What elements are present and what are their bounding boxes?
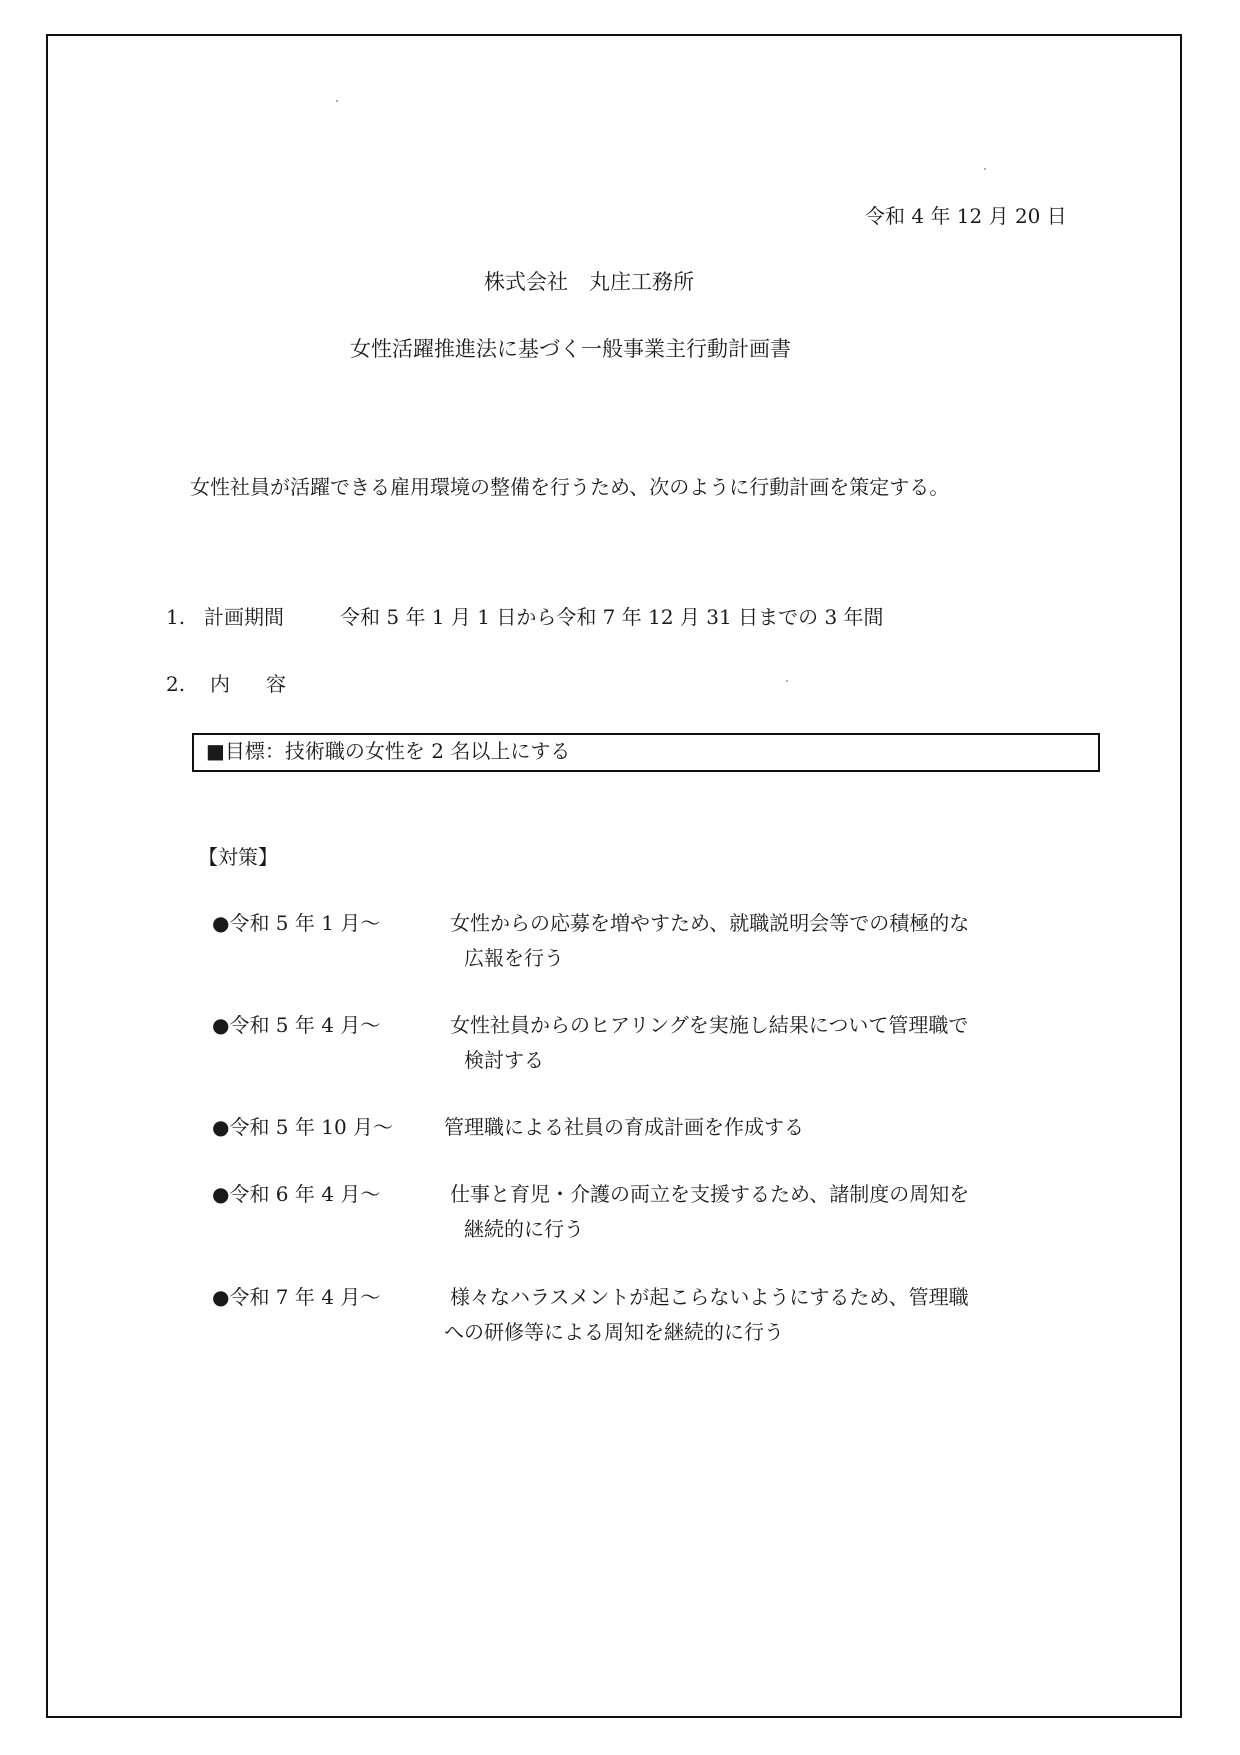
document-title: 女性活躍推進法に基づく一般事業主行動計画書 <box>350 337 791 361</box>
section-number-period: 1. <box>166 605 186 629</box>
measure-text-line1: 女性社員からのヒアリングを実施し結果について管理職で <box>450 1013 969 1037</box>
document-date: 令和 4 年 12 月 20 日 <box>865 204 1067 228</box>
measure-date: ●令和 7 年 4 月～ <box>212 1285 381 1309</box>
content-label: 内容 <box>210 672 322 696</box>
measure-text-line2: 検討する <box>464 1048 544 1072</box>
scan-speck <box>786 680 788 682</box>
measure-text-line1: 管理職による社員の育成計画を作成する <box>444 1115 804 1139</box>
period-label: 計画期間 <box>204 605 284 629</box>
measure-text-line2: 継続的に行う <box>464 1217 584 1241</box>
measure-text-line2: 広報を行う <box>464 946 564 970</box>
scan-speck <box>336 100 338 102</box>
scan-speck <box>984 168 986 170</box>
measure-text-line2: への研修等による周知を継続的に行う <box>444 1320 784 1344</box>
measure-date: ●令和 5 年 1 月～ <box>212 911 381 935</box>
company-name: 株式会社 丸庄工務所 <box>484 270 694 294</box>
measure-date: ●令和 6 年 4 月～ <box>212 1182 381 1206</box>
measure-date: ●令和 5 年 10 月～ <box>212 1115 394 1139</box>
measure-text-line1: 様々なハラスメントが起こらないようにするため、管理職 <box>450 1285 969 1309</box>
measures-heading: 【対策】 <box>198 845 278 869</box>
goal-text: ■目標：技術職の女性を 2 名以上にする <box>206 739 571 763</box>
measure-text-line1: 仕事と育児・介護の両立を支援するため、諸制度の周知を <box>450 1182 970 1206</box>
measure-text-line1: 女性からの応募を増やすため、就職説明会等での積極的な <box>450 911 970 935</box>
measure-date: ●令和 5 年 4 月～ <box>212 1013 381 1037</box>
period-text: 令和 5 年 1 月 1 日から令和 7 年 12 月 31 日までの 3 年間 <box>340 605 884 629</box>
intro-statement: 女性社員が活躍できる雇用環境の整備を行うため、次のように行動計画を策定する。 <box>190 475 950 499</box>
section-number-content: 2. <box>166 672 186 696</box>
